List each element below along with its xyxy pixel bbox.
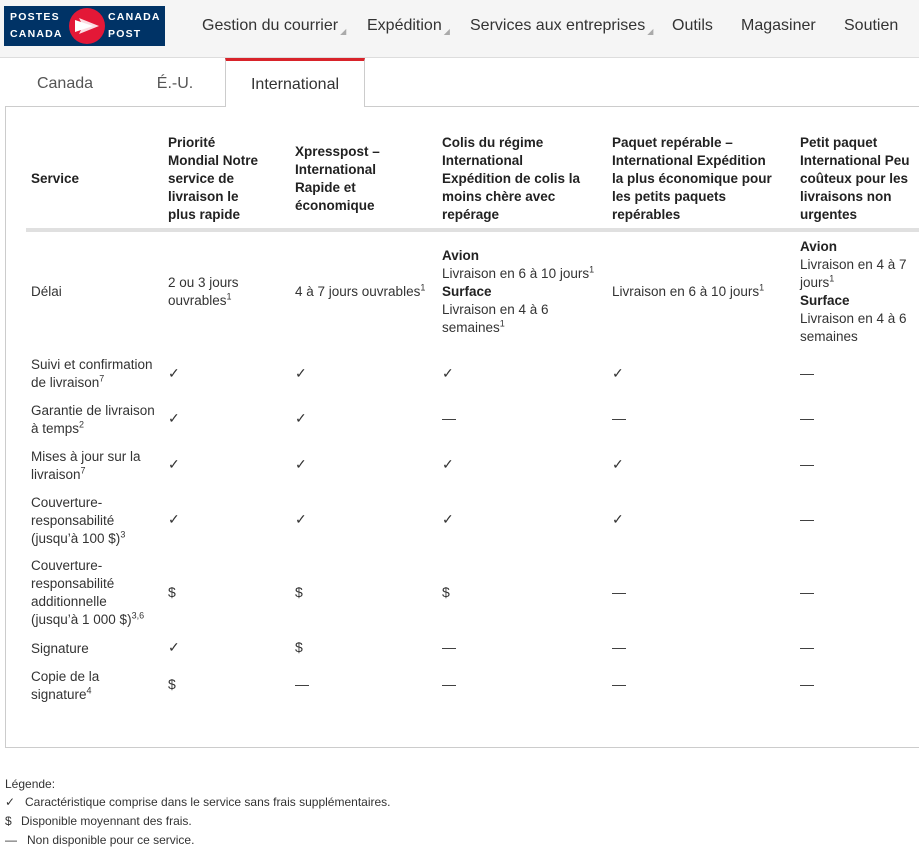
tab-label: É.-U.	[156, 75, 194, 92]
row-label	[31, 557, 144, 629]
header-line: la plus économique pour	[612, 171, 772, 186]
logo-text: POSTES	[10, 11, 60, 23]
header-line: International Expédition	[612, 153, 766, 168]
row-label-line: Signature	[31, 641, 89, 656]
row-label-line	[31, 611, 144, 629]
nav-services-aux-entreprises[interactable]	[470, 17, 653, 35]
row-label-text: de livraison	[31, 375, 100, 390]
row-label-line: Copie de la	[31, 669, 100, 684]
header-line: service de	[168, 171, 235, 186]
column-header-service: Service	[31, 171, 80, 186]
dash-icon: —	[5, 833, 17, 847]
legend-item	[5, 795, 391, 809]
region-tabs	[0, 58, 919, 106]
column-header-colis	[442, 134, 580, 224]
cell-line: ouvrables	[168, 293, 227, 308]
dash-icon: —	[800, 511, 814, 527]
dollar-icon: $	[295, 639, 303, 655]
check-icon: ✓	[168, 365, 180, 381]
row-label	[31, 356, 153, 392]
header-line: repérables	[612, 207, 681, 222]
check-icon: ✓	[168, 456, 180, 472]
header-line: International	[295, 162, 377, 177]
dash-icon: —	[800, 639, 814, 655]
dollar-icon: $	[295, 584, 303, 600]
header-line: livraisons non	[800, 189, 892, 204]
row-label-text: (jusqu’à 1 000 $)	[31, 612, 132, 627]
dropdown-icon: ◢	[647, 27, 654, 36]
footnote-ref: 7	[99, 373, 105, 384]
row-label-delai: Délai	[31, 284, 62, 299]
check-icon: ✓	[5, 795, 16, 809]
row-label-line: Couverture-	[31, 495, 103, 510]
dash-icon: —	[800, 676, 814, 692]
header-line: Colis du régime	[442, 135, 544, 150]
header-line: Xpresspost –	[295, 144, 380, 159]
header-separator	[26, 228, 919, 232]
row-label	[31, 640, 89, 658]
row-label-text: livraison	[31, 467, 81, 482]
row-label-line: Couverture-	[31, 558, 103, 573]
nav-expedition[interactable]	[367, 17, 450, 35]
canada-post-logo[interactable]	[4, 6, 165, 46]
header-line: Priorité	[168, 135, 216, 150]
check-icon: ✓	[295, 456, 307, 472]
header-line: International	[442, 153, 524, 168]
delai-paquet-reperable	[612, 283, 764, 301]
dash-icon: —	[800, 410, 814, 426]
nav-label: Gestion du courrier	[202, 17, 339, 34]
tab-label: International	[250, 76, 340, 93]
column-header-petit-paquet	[800, 134, 910, 224]
cell-text: 4 à 7 jours ouvrables	[295, 284, 421, 299]
tab-international[interactable]	[225, 58, 365, 107]
header-line: Petit paquet	[800, 135, 878, 150]
footnote-ref: 1	[759, 282, 765, 293]
legend-text: Caractéristique comprise dans le service sans frais supplémentaires.	[25, 795, 391, 809]
header-line: les petits paquets	[612, 189, 727, 204]
check-icon: ✓	[295, 365, 307, 381]
row-label-line	[31, 686, 99, 704]
nav-label: Outils	[672, 17, 713, 34]
footnote-ref: 2	[79, 419, 85, 430]
dash-icon: —	[295, 676, 309, 692]
row-label-text: signature	[31, 687, 87, 702]
footnote-ref: 3,6	[131, 610, 145, 621]
row-label-line	[31, 530, 125, 548]
legend-item	[5, 833, 194, 847]
column-header-xpresspost	[295, 143, 380, 215]
footnote-ref: 7	[80, 465, 86, 476]
dash-icon: —	[612, 676, 626, 692]
header-line: Rapide et	[295, 180, 356, 195]
row-label-line: Mises à jour sur la	[31, 449, 141, 464]
cell-text: Livraison en 4 à 6	[800, 311, 907, 326]
footnote-ref: 1	[499, 318, 505, 329]
dollar-icon: $	[442, 584, 450, 600]
nav-label: Services aux entreprises	[470, 17, 646, 34]
delai-xpresspost	[295, 283, 425, 301]
dash-icon: —	[800, 456, 814, 472]
tab-label: Canada	[36, 75, 94, 92]
footnote-ref: 1	[589, 264, 595, 275]
column-header-priorite	[168, 134, 258, 224]
cell-text: Livraison en 4 à 6	[442, 302, 549, 317]
footnote-ref: 3	[120, 529, 126, 540]
dropdown-icon: ◢	[443, 27, 450, 36]
delai-priorite	[168, 274, 239, 310]
mode-avion: Avion	[442, 248, 479, 263]
nav-label: Magasiner	[741, 17, 816, 34]
check-icon: ✓	[612, 365, 624, 381]
dollar-icon: $	[168, 584, 176, 600]
dash-icon: —	[612, 584, 626, 600]
cell-text: jours	[800, 275, 830, 290]
nav-magasiner[interactable]	[741, 17, 816, 35]
row-label-line	[31, 466, 141, 484]
check-icon: ✓	[442, 511, 454, 527]
footnote-ref: 4	[86, 685, 92, 696]
header-line: économique	[295, 198, 375, 213]
delai-petit-paquet	[800, 238, 907, 346]
dollar-icon: $	[168, 676, 176, 692]
cell-text: Livraison en 4 à 7	[800, 257, 907, 272]
logo-text: POST	[108, 28, 142, 40]
dash-icon: —	[612, 639, 626, 655]
check-icon: ✓	[168, 410, 180, 426]
postal-emblem-icon	[69, 8, 105, 44]
cell-text: semaines	[800, 329, 858, 344]
legend-text: Non disponible pour ce service.	[27, 833, 195, 847]
mode-surface: Surface	[442, 284, 492, 299]
header-line: livraison le	[168, 189, 239, 204]
dash-icon: —	[800, 584, 814, 600]
dash-icon: —	[442, 676, 456, 692]
logo-text: CANADA	[108, 11, 161, 23]
legend-item	[5, 814, 192, 828]
check-icon: ✓	[168, 511, 180, 527]
delai-colis	[442, 247, 594, 337]
header-line: repérage	[442, 207, 500, 222]
row-label-line: responsabilité	[31, 576, 115, 591]
top-navigation-bar	[0, 0, 919, 58]
check-icon: ✓	[295, 410, 307, 426]
dropdown-icon: ◢	[340, 27, 347, 36]
header-line: Paquet repérable –	[612, 135, 733, 150]
dash-icon: —	[612, 410, 626, 426]
check-icon: ✓	[612, 511, 624, 527]
mode-avion: Avion	[800, 239, 837, 254]
footnote-ref: 1	[226, 291, 232, 302]
nav-gestion-du-courrier[interactable]	[202, 17, 346, 35]
tab-canada[interactable]	[5, 58, 125, 106]
dash-icon: —	[442, 639, 456, 655]
cell-text: semaines	[442, 320, 500, 335]
header-line: International Peu	[800, 153, 910, 168]
check-icon: ✓	[295, 511, 307, 527]
nav-label: Soutien	[844, 17, 899, 34]
header-line: plus rapide	[168, 207, 241, 222]
check-icon: ✓	[612, 456, 624, 472]
footnote-ref: 1	[420, 282, 426, 293]
footnote-ref: 1	[829, 273, 835, 284]
logo-text: CANADA	[10, 28, 63, 40]
nav-soutien[interactable]	[844, 17, 898, 35]
row-label	[31, 494, 125, 548]
dollar-icon: $	[5, 814, 12, 828]
row-label-line: Suivi et confirmation	[31, 357, 153, 372]
check-icon: ✓	[442, 456, 454, 472]
header-line: Expédition de colis la	[442, 171, 581, 186]
nav-outils[interactable]	[672, 17, 713, 35]
legend-text: Disponible moyennant des frais.	[21, 814, 192, 828]
column-header-paquet-reperable	[612, 134, 772, 224]
row-label-line: responsabilité	[31, 513, 115, 528]
cell-text: Livraison en 6 à 10 jours	[442, 266, 590, 281]
nav-label: Expédition	[367, 17, 442, 34]
row-label	[31, 448, 141, 484]
header-line: Mondial Notre	[168, 153, 258, 168]
row-label-text: (jusqu’à 100 $)	[31, 531, 121, 546]
header-line: urgentes	[800, 207, 858, 222]
row-label-line: additionnelle	[31, 594, 107, 609]
legend-title: Légende:	[5, 777, 56, 791]
row-label	[31, 402, 155, 438]
mode-surface: Surface	[800, 293, 850, 308]
dash-icon: —	[442, 410, 456, 426]
cell-text: Livraison en 6 à 10 jours	[612, 284, 760, 299]
header-line: moins chère avec	[442, 189, 556, 204]
dash-icon: —	[800, 365, 814, 381]
check-icon: ✓	[442, 365, 454, 381]
row-label-text: à temps	[31, 421, 80, 436]
check-icon: ✓	[168, 639, 180, 655]
row-label-line	[31, 374, 153, 392]
row-label	[31, 668, 99, 704]
header-line: coûteux pour les	[800, 171, 909, 186]
row-label-line: Garantie de livraison	[31, 403, 155, 418]
cell-line: 2 ou 3 jours	[168, 275, 239, 290]
row-label-line	[31, 420, 155, 438]
tab-etats-unis[interactable]	[125, 58, 225, 106]
